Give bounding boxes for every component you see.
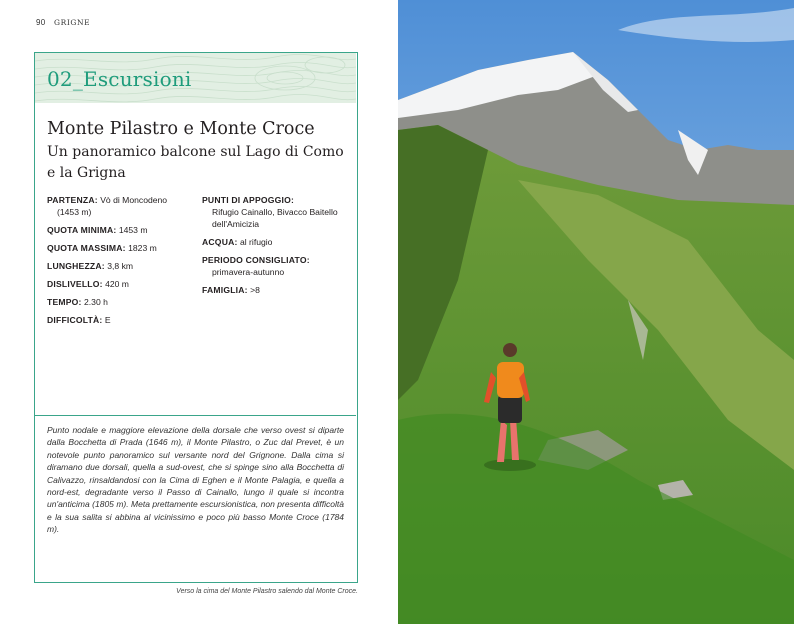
section-label: 02_Escursioni [47,67,192,91]
route-title: Monte Pilastro e Monte Croce [47,119,315,139]
route-description: Punto nodale e maggiore elevazione della dorsale che verso ovest si diparte dalla Bocchetta di Prada (1646 m), il Monte Pilastro, o Zuc dal Prevet, è un notevole punto panoramico sul versante nord del Grignone. Dalla cima si diramano due dorsali, quella a sud-ovest, che si spinge sino alla Bocchetta di Calivazzo, rinsaldandosi con la Cima di Eghen e il Monte Palagia, e quella a nord-est, degradante verso il Passo di Cainallo, lungo il quale si incontra un'anticima (1805 m). Meta prettamente escursionistica, non presenta difficoltà e la sua salita si abbina al vicinissimo e poco più basso Monte Croce (1784 m). [47,425,344,535]
fact-acqua: ACQUA: al rifugio [202,237,273,247]
fact-quota-minima: QUOTA MINIMA: 1453 m [47,225,148,235]
facts-left [47,194,197,332]
photo-caption: Verso la cima del Monte Pilastro salendo dal Monte Croce. [176,588,358,595]
fact-quota-massima: QUOTA MASSIMA: 1823 m [47,243,157,253]
hiker-mountain-photo [398,0,794,624]
running-title: GRIGNE [54,18,91,27]
fact-difficolta: DIFFICOLTÀ: E [47,315,111,325]
page-number: 90 [36,18,46,27]
card-header-band [35,53,356,103]
fact-dislivello: DISLIVELLO: 420 m [47,279,129,289]
fact-periodo: PERIODO CONSIGLIATO: primavera-autunno [202,255,310,277]
route-card [34,52,358,583]
fact-partenza: PARTENZA: Vò di Moncodeno (1453 m) [47,195,168,217]
fact-lunghezza: LUNGHEZZA: 3,8 km [47,261,134,271]
fact-tempo: TEMPO: 2.30 h [47,297,108,307]
facts-right [202,194,352,302]
fact-punti-appoggio: PUNTI DI APPOGGIO: Rifugio Cainallo, Bivacco Baitello dell'Amicizia [202,195,338,229]
running-header [36,18,90,27]
card-divider [35,415,356,416]
route-subtitle: Un panoramico balcone sul Lago di Como e la Grigna [47,144,344,181]
fact-famiglia: FAMIGLIA: >8 [202,285,260,295]
